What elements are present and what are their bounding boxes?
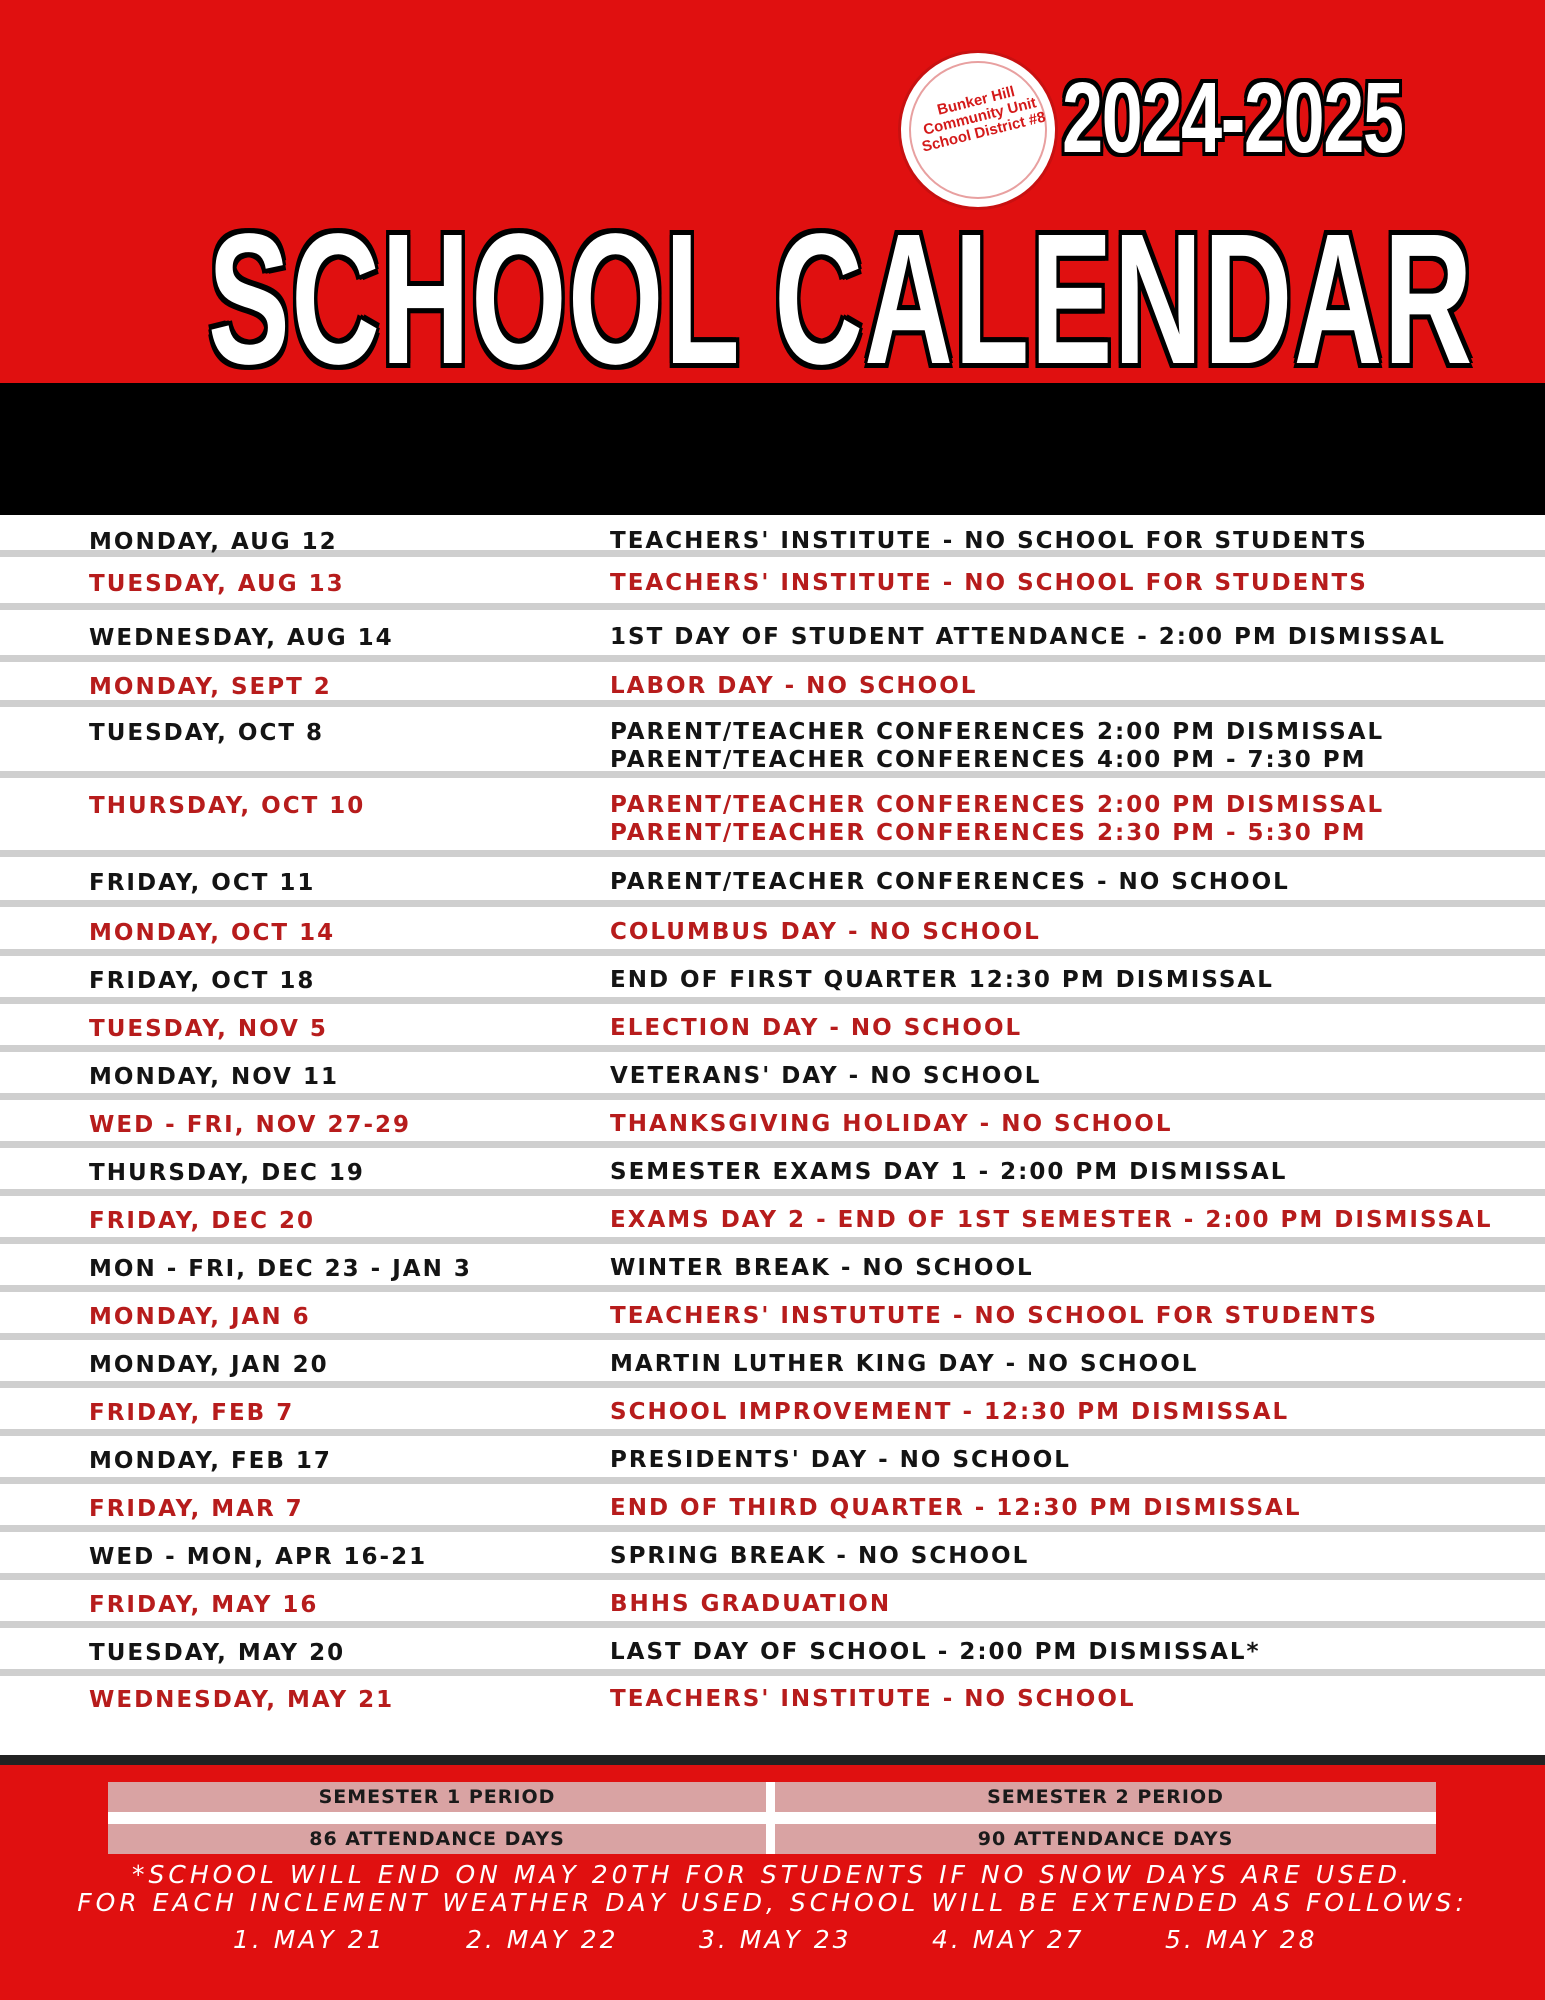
event-description: TEACHERS' INSTITUTE - NO SCHOOL FOR STUDENTS: [610, 570, 1368, 596]
extension-day-5: 5. MAY 28: [1165, 1925, 1318, 1954]
event-description: BHHS GRADUATION: [610, 1591, 892, 1617]
event-date: FRIDAY, OCT 11: [89, 870, 316, 896]
event-description: SPRING BREAK - NO SCHOOL: [610, 1543, 1030, 1569]
event-date: WEDNESDAY, AUG 14: [89, 625, 394, 651]
event-date: TUESDAY, MAY 20: [89, 1640, 346, 1666]
event-date: FRIDAY, MAY 16: [89, 1592, 319, 1618]
calendar-row: [0, 956, 1545, 1004]
calendar-row: [0, 662, 1545, 707]
calendar-row: [0, 1340, 1545, 1388]
district-seal: [898, 50, 1058, 210]
event-description: END OF THIRD QUARTER - 12:30 PM DISMISSAL: [610, 1495, 1302, 1521]
calendar-row: [0, 1628, 1545, 1676]
calendar-row: [0, 1292, 1545, 1340]
extension-day-3: 3. MAY 23: [699, 1925, 852, 1954]
event-date: MONDAY, FEB 17: [89, 1448, 332, 1474]
extension-day-4: 4. MAY 27: [932, 1925, 1085, 1954]
calendar-row: [0, 1004, 1545, 1052]
event-date: MONDAY, NOV 11: [89, 1064, 339, 1090]
event-date: FRIDAY, OCT 18: [89, 968, 316, 994]
event-description: EXAMS DAY 2 - END OF 1ST SEMESTER - 2:00 PM DISMISSAL: [610, 1207, 1493, 1233]
semester-1-days: 86 ATTENDANCE DAYS: [108, 1824, 766, 1854]
event-description: PARENT/TEACHER CONFERENCES 2:00 PM DISMISSAL: [610, 719, 1385, 745]
event-description: SEMESTER EXAMS DAY 1 - 2:00 PM DISMISSAL: [610, 1159, 1288, 1185]
event-description: TEACHERS' INSTITUTE - NO SCHOOL: [610, 1686, 1136, 1712]
event-description: TEACHERS' INSTUTUTE - NO SCHOOL FOR STUDENTS: [610, 1303, 1378, 1329]
semester-2-days: 90 ATTENDANCE DAYS: [775, 1824, 1436, 1854]
event-description: PRESIDENTS' DAY - NO SCHOOL: [610, 1447, 1071, 1473]
semester-table-divider-vertical: [766, 1782, 775, 1854]
semester-2-period: SEMESTER 2 PERIOD: [775, 1782, 1436, 1812]
event-description: PARENT/TEACHER CONFERENCES - NO SCHOOL: [610, 869, 1290, 895]
calendar-row: [0, 1580, 1545, 1628]
event-date: MON - FRI, DEC 23 - JAN 3: [89, 1256, 472, 1282]
calendar-row: [0, 610, 1545, 662]
calendar-row: [0, 557, 1545, 610]
calendar-row: [0, 1196, 1545, 1244]
extension-day-1: 1. MAY 21: [233, 1925, 386, 1954]
event-description: ELECTION DAY - NO SCHOOL: [610, 1015, 1023, 1041]
event-date: TUESDAY, AUG 13: [89, 571, 345, 597]
calendar-row: [0, 907, 1545, 956]
calendar-row: [0, 1244, 1545, 1292]
event-date: MONDAY, OCT 14: [89, 920, 336, 946]
event-description: THANKSGIVING HOLIDAY - NO SCHOOL: [610, 1111, 1173, 1137]
event-date: TUESDAY, OCT 8: [89, 720, 325, 746]
event-description-second-line: PARENT/TEACHER CONFERENCES 4:00 PM - 7:30 PM: [610, 747, 1367, 773]
calendar-row: [0, 1436, 1545, 1484]
event-date: MONDAY, JAN 20: [89, 1352, 329, 1378]
event-date: FRIDAY, MAR 7: [89, 1496, 304, 1522]
calendar-row: [0, 778, 1545, 857]
event-date: TUESDAY, NOV 5: [89, 1016, 328, 1042]
event-date: WED - FRI, NOV 27-29: [89, 1112, 412, 1138]
event-description: TEACHERS' INSTITUTE - NO SCHOOL FOR STUDENTS: [610, 528, 1368, 554]
calendar-event-list: [0, 515, 1545, 1721]
page-title: SCHOOL CALENDAR: [208, 196, 1474, 403]
event-description: WINTER BREAK - NO SCHOOL: [610, 1255, 1034, 1281]
event-date: THURSDAY, OCT 10: [89, 793, 366, 819]
extension-note: FOR EACH INCLEMENT WEATHER DAY USED, SCHOOL WILL BE EXTENDED AS FOLLOWS:: [77, 1888, 1468, 1917]
calendar-row: [0, 1532, 1545, 1580]
calendar-row: [0, 707, 1545, 778]
event-description: LAST DAY OF SCHOOL - 2:00 PM DISMISSAL*: [610, 1639, 1261, 1665]
calendar-row: [0, 1148, 1545, 1196]
calendar-row: [0, 1100, 1545, 1148]
calendar-row: [0, 1484, 1545, 1532]
event-date: FRIDAY, FEB 7: [89, 1400, 295, 1426]
snow-day-note: *SCHOOL WILL END ON MAY 20TH FOR STUDENTS IF NO SNOW DAYS ARE USED.: [132, 1860, 1413, 1889]
event-description: 1ST DAY OF STUDENT ATTENDANCE - 2:00 PM DISMISSAL: [610, 624, 1446, 650]
event-date: WEDNESDAY, MAY 21: [89, 1687, 395, 1713]
event-description: SCHOOL IMPROVEMENT - 12:30 PM DISMISSAL: [610, 1399, 1290, 1425]
calendar-row: [0, 1676, 1545, 1721]
footer-separator: [0, 1755, 1545, 1765]
event-date: WED - MON, APR 16-21: [89, 1544, 428, 1570]
event-date: MONDAY, SEPT 2: [89, 674, 332, 700]
calendar-row: [0, 857, 1545, 907]
event-description: MARTIN LUTHER KING DAY - NO SCHOOL: [610, 1351, 1199, 1377]
event-description: PARENT/TEACHER CONFERENCES 2:00 PM DISMISSAL: [610, 792, 1385, 818]
event-description-second-line: PARENT/TEACHER CONFERENCES 2:30 PM - 5:30 PM: [610, 820, 1367, 846]
event-date: MONDAY, JAN 6: [89, 1304, 311, 1330]
event-date: THURSDAY, DEC 19: [89, 1160, 365, 1186]
event-date: FRIDAY, DEC 20: [89, 1208, 315, 1234]
school-year-title: 2024-2025: [1062, 62, 1403, 174]
event-description: END OF FIRST QUARTER 12:30 PM DISMISSAL: [610, 967, 1274, 993]
district-seal-text: Bunker Hill Community Unit School District #8: [920, 83, 1048, 156]
calendar-row: [0, 1052, 1545, 1100]
calendar-row: [0, 1388, 1545, 1436]
calendar-row: [0, 515, 1545, 557]
event-description: VETERANS' DAY - NO SCHOOL: [610, 1063, 1042, 1089]
semester-1-period: SEMESTER 1 PERIOD: [108, 1782, 766, 1812]
extension-day-2: 2. MAY 22: [466, 1925, 619, 1954]
event-description: COLUMBUS DAY - NO SCHOOL: [610, 919, 1041, 945]
event-date: MONDAY, AUG 12: [89, 529, 338, 555]
event-description: LABOR DAY - NO SCHOOL: [610, 673, 978, 699]
